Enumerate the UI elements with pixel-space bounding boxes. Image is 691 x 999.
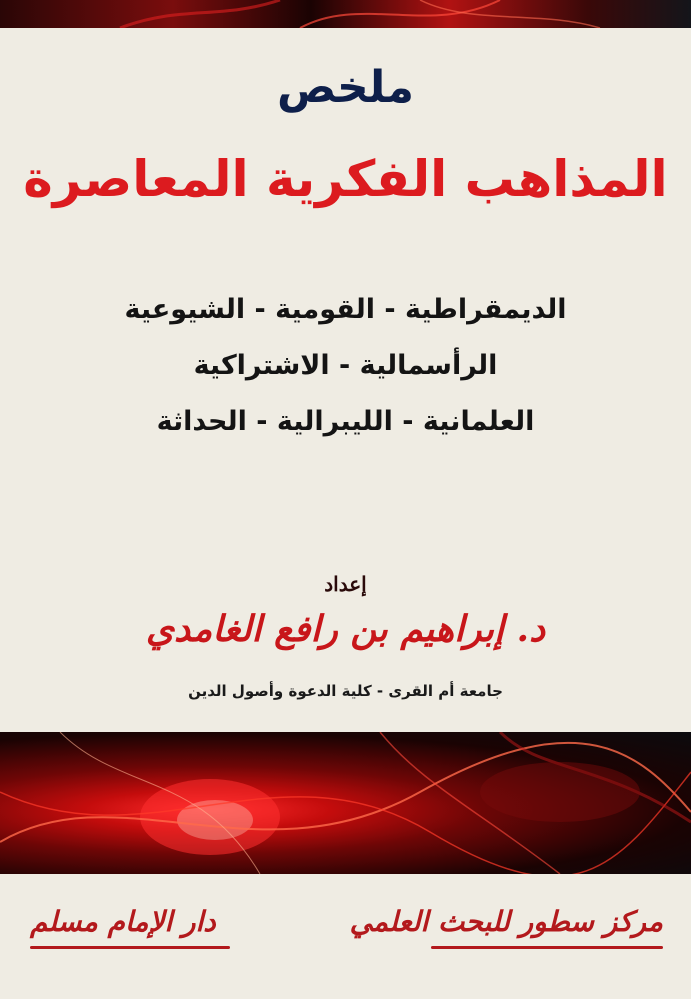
abstract-red-art <box>0 732 691 874</box>
publisher-imam-muslim: دار الإمام مسلم <box>30 905 216 938</box>
publisher-sutoor-underline <box>431 946 663 949</box>
top-band-art <box>0 0 691 28</box>
topics-list <box>0 282 691 450</box>
prepared-by-label: إعداد <box>324 572 367 596</box>
author-name: د. إبراهيم بن رافع الغامدي <box>145 608 546 650</box>
topic-line: الرأسمالية - الاشتراكية <box>193 350 498 381</box>
book-title: المذاهب الفكرية المعاصرة <box>23 150 668 208</box>
publisher-imam-muslim-underline <box>30 946 230 949</box>
publisher-sutoor: مركز سطور للبحث العلمي <box>349 905 663 938</box>
top-decorative-band <box>0 0 691 28</box>
topic-line: الديمقراطية - القومية - الشيوعية <box>124 294 567 325</box>
middle-decorative-band <box>0 732 691 874</box>
author-affiliation: جامعة أم القرى - كلية الدعوة وأصول الدين <box>188 682 503 700</box>
topic-line: العلمانية - الليبرالية - الحداثة <box>156 406 535 437</box>
book-subtitle: ملخص <box>277 62 414 113</box>
